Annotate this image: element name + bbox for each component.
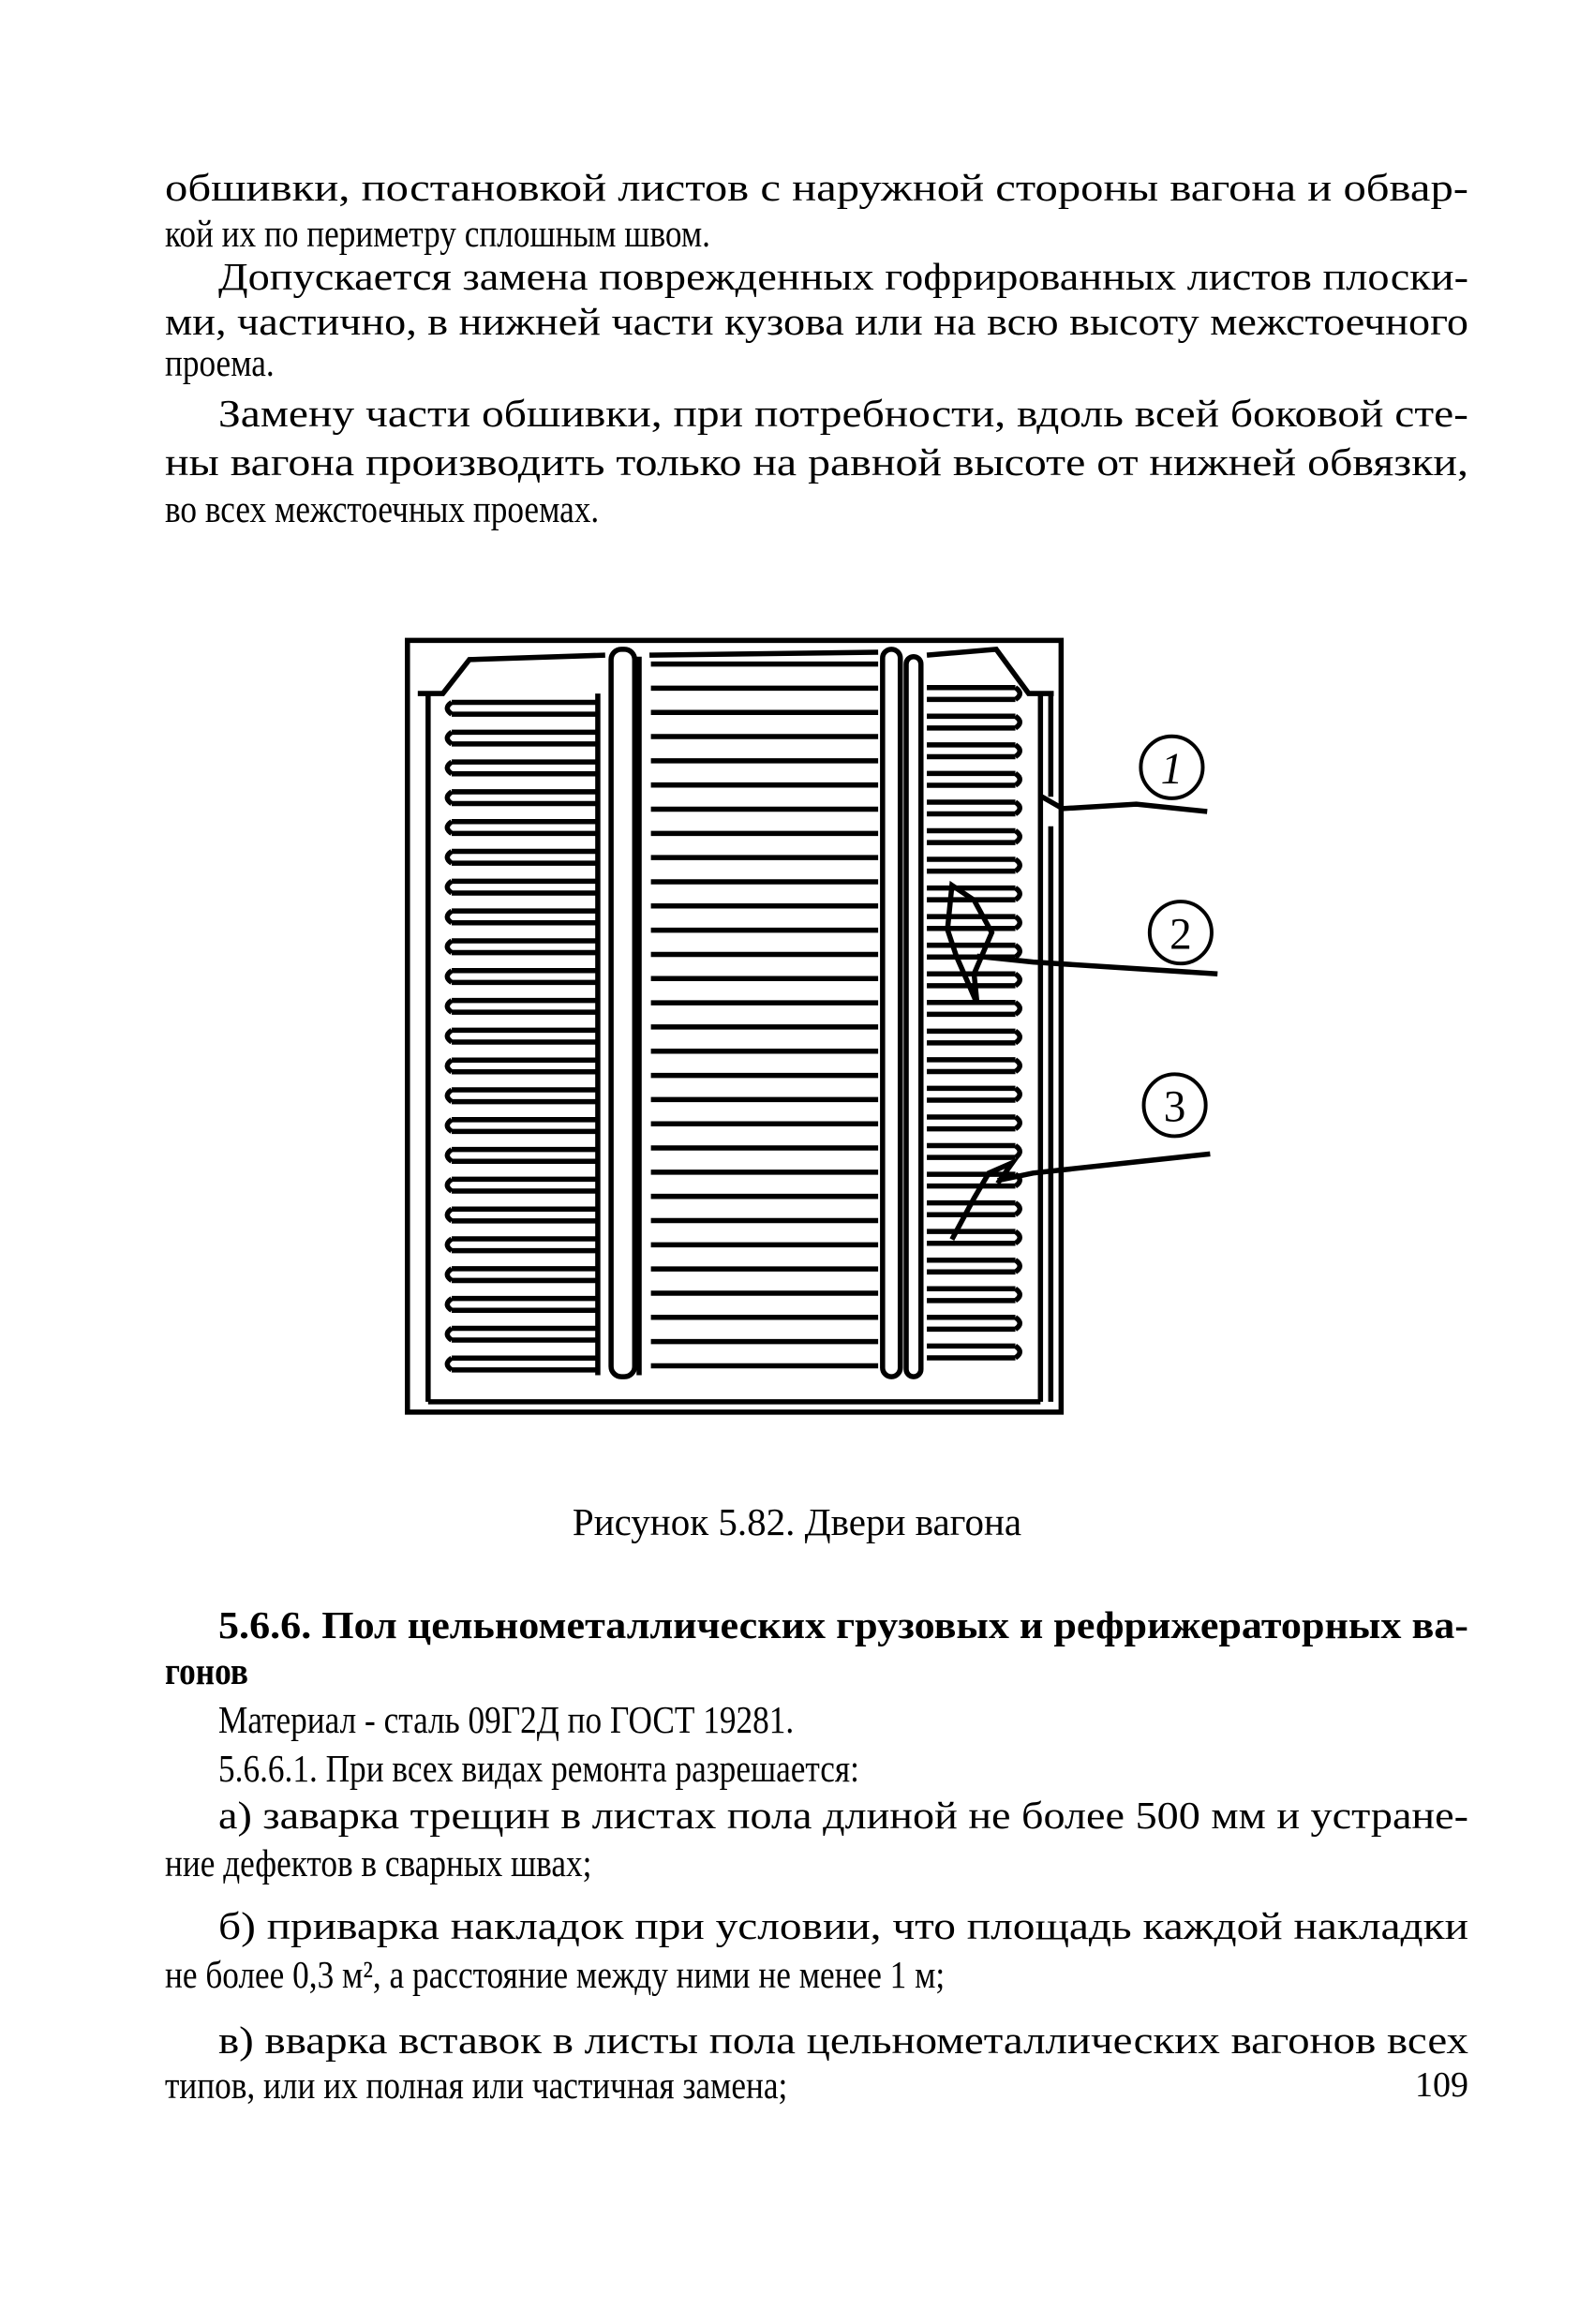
- door-slat: [927, 859, 1020, 872]
- door-slat: [927, 1231, 1020, 1244]
- door-slat: [447, 792, 598, 804]
- door-slat: [447, 1150, 598, 1162]
- text-line: б) приварка накладок при условии, что площадь каждой накладки: [218, 1904, 1468, 1947]
- text-line: а) заварка трещин в листах пола длиной не более 500 мм и устране-: [218, 1794, 1468, 1837]
- text-line: ми, частично, в нижней части кузова или на всю высоту межстоечного: [165, 300, 1468, 343]
- door-slat: [447, 1299, 598, 1311]
- text-line: кой их по периметру сплошным швом.: [165, 212, 710, 255]
- door-slat: [447, 1328, 598, 1340]
- door-slat: [447, 1209, 598, 1221]
- door-slat: [447, 703, 598, 715]
- door-slat: [447, 941, 598, 953]
- text-line: не более 0,3 м², а расстояние между ними не менее 1 м;: [165, 1953, 946, 1996]
- text-line: Допускается замена поврежденных гофрированных листов плоски-: [218, 255, 1468, 298]
- text-line: во всех межстоечных проемах.: [165, 487, 600, 530]
- door-slat: [927, 1289, 1020, 1301]
- door-slat: [927, 1003, 1020, 1015]
- door-slat: [927, 745, 1020, 757]
- door-slat: [927, 916, 1020, 929]
- heading-line: 5.6.6. Пол цельнометаллических грузовых и рефрижераторных ва-: [218, 1603, 1468, 1646]
- door-slat: [927, 1203, 1020, 1215]
- door-slat: [927, 946, 1020, 958]
- door-slat: [927, 1318, 1020, 1330]
- door-slat: [447, 1090, 598, 1102]
- text-line: ны вагона производить только на равной высоте от нижней обвязки,: [165, 440, 1468, 484]
- text-line: обшивки, постановкой листов с наружной стороны вагона и обвар-: [165, 166, 1468, 209]
- door-slat: [447, 971, 598, 983]
- door-slat: [927, 1117, 1020, 1129]
- callout-label-2: 2: [1169, 910, 1192, 960]
- door-slat: [927, 831, 1020, 843]
- door-slat: [447, 881, 598, 893]
- door-slat: [447, 1358, 598, 1370]
- door-slat: [927, 1088, 1020, 1100]
- callout-label-3: 3: [1163, 1082, 1186, 1132]
- door-slat: [927, 716, 1020, 728]
- door-slat: [447, 1239, 598, 1251]
- door-slat: [927, 1146, 1020, 1158]
- text-line: типов, или их полная или частичная замена;: [165, 2063, 788, 2107]
- text-line: проема.: [165, 341, 275, 384]
- text-line: Материал - сталь 09Г2Д по ГОСТ 19281.: [218, 1698, 795, 1741]
- door-slat: [927, 1346, 1020, 1358]
- door-slat: [447, 852, 598, 864]
- door-slat: [447, 1001, 598, 1013]
- callout-label-1: 1: [1160, 745, 1184, 795]
- door-slat: [447, 1060, 598, 1072]
- figure-caption: Рисунок 5.82. Двери вагона: [572, 1500, 1022, 1543]
- page-number: 109: [1415, 2065, 1468, 2105]
- text-line: в) вварка вставок в листы пола цельнометаллических вагонов всех: [218, 2019, 1468, 2062]
- heading-line: гонов: [165, 1649, 248, 1692]
- door-slat: [927, 1060, 1020, 1072]
- door-slat: [927, 1031, 1020, 1043]
- door-slat: [447, 1269, 598, 1281]
- door-slat: [447, 1030, 598, 1042]
- door-slat: [927, 773, 1020, 785]
- door-slat: [447, 911, 598, 923]
- door-slat: [927, 1260, 1020, 1273]
- door-slat: [447, 762, 598, 774]
- door-slat: [927, 888, 1020, 901]
- door-slat: [447, 732, 598, 744]
- door-slat: [447, 1179, 598, 1191]
- door-slat: [927, 802, 1020, 814]
- text-line: 5.6.6.1. При всех видах ремонта разрешается:: [218, 1747, 859, 1790]
- text-line: Замену части обшивки, при потребности, вдоль всей боковой сте-: [218, 392, 1468, 435]
- text-line: ние дефектов в сварных швах;: [165, 1841, 592, 1885]
- door-slat: [927, 688, 1020, 700]
- door-slat: [447, 1120, 598, 1132]
- door-slat: [447, 822, 598, 834]
